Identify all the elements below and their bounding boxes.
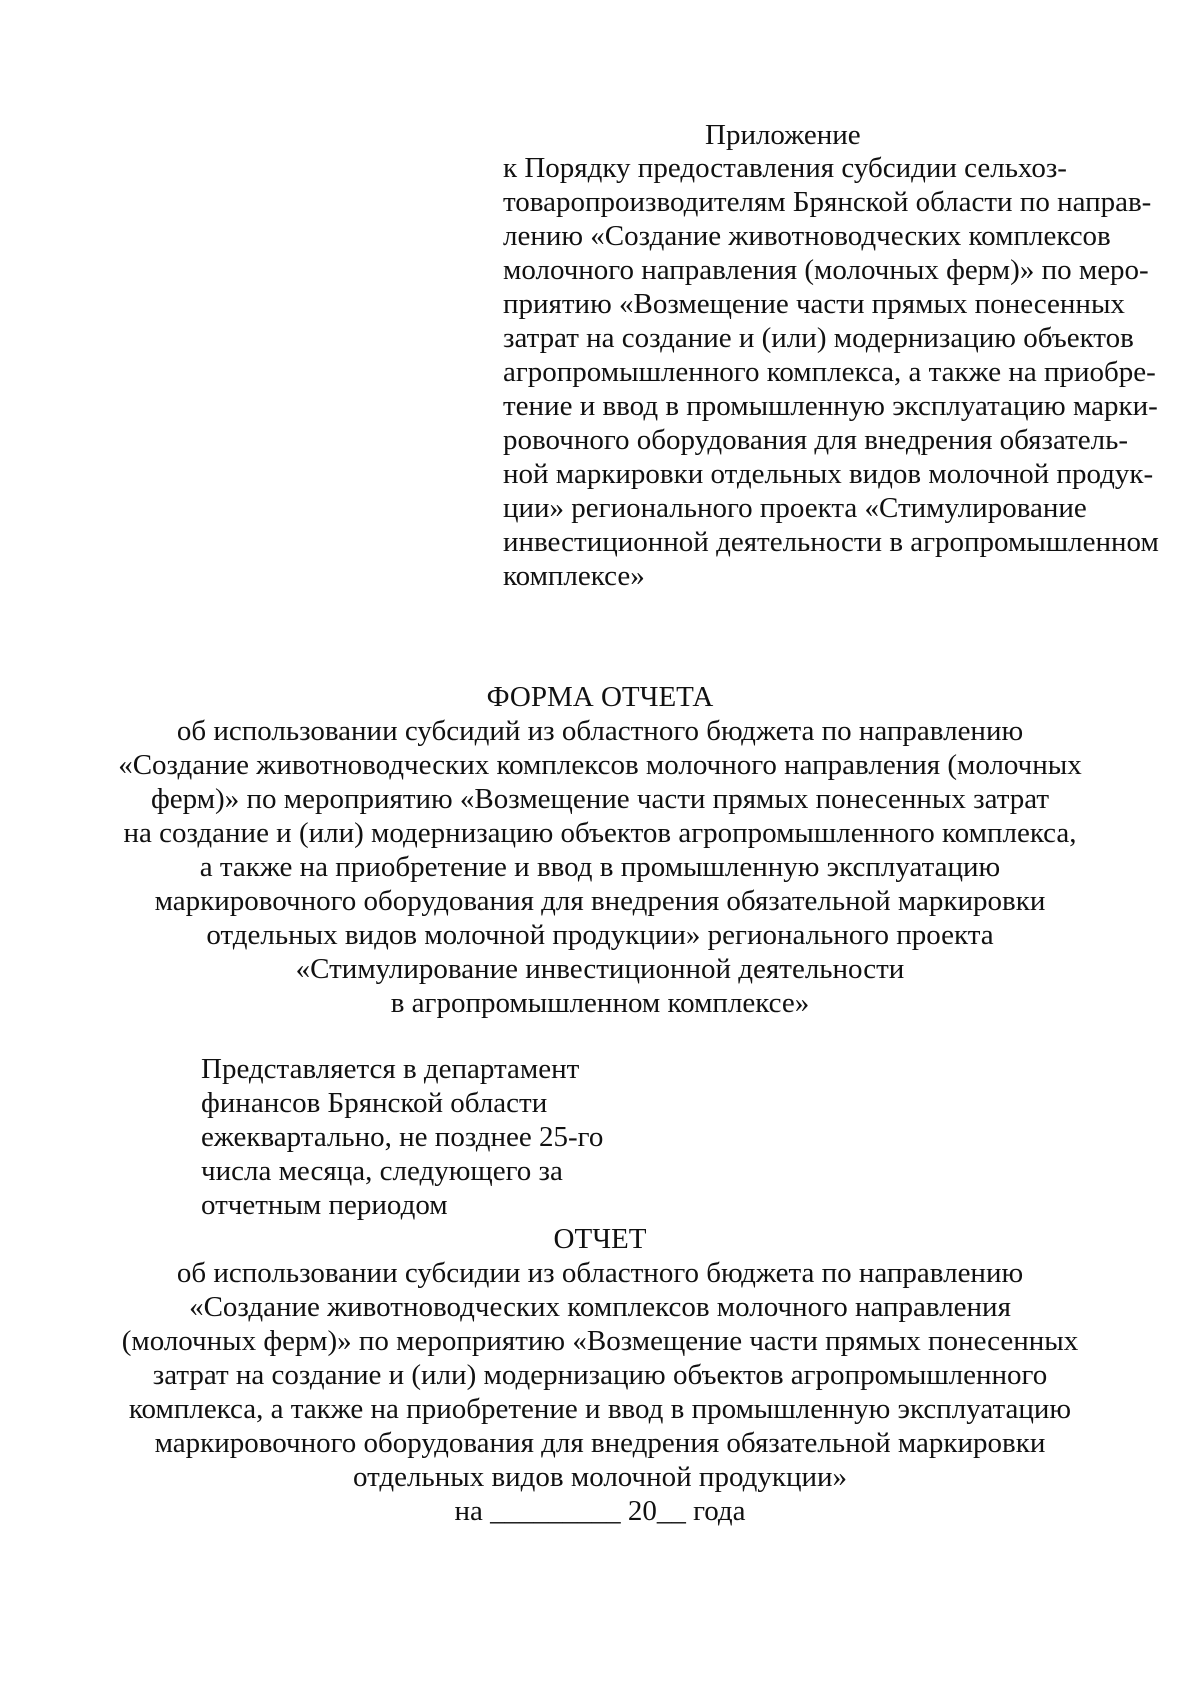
- form-line: «Создание животноводческих комплексов молочного направления (молочных: [118, 749, 1082, 781]
- appendix-line: комплексе»: [503, 560, 645, 592]
- submission-line: финансов Брянской области: [201, 1087, 548, 1119]
- appendix-line: молочного направления (молочных ферм)» по меро-: [503, 254, 1149, 286]
- report-line: (молочных ферм)» по мероприятию «Возмещение части прямых понесенных: [121, 1325, 1079, 1357]
- form-line: отдельных видов молочной продукции» регионального проекта: [206, 919, 994, 951]
- form-line: на создание и (или) модернизацию объектов агропромышленного комплекса,: [123, 817, 1077, 849]
- appendix-line: товаропроизводителям Брянской области по направ-: [503, 186, 1152, 218]
- appendix-line: к Порядку предоставления субсидии сельхоз-: [503, 152, 1067, 184]
- appendix-line: тение и ввод в промышленную эксплуатацию марки-: [503, 390, 1158, 422]
- form-line: а также на приобретение и ввод в промышленную эксплуатацию: [199, 851, 1001, 883]
- appendix-heading: Приложение: [705, 119, 861, 151]
- appendix-line: агропромышленного комплекса, а также на приобре-: [503, 356, 1156, 388]
- report-title: ОТЧЕТ: [553, 1223, 647, 1255]
- appendix-line: ровочного оборудования для внедрения обязатель-: [503, 424, 1129, 456]
- appendix-line: инвестиционной деятельности в агропромышленном: [503, 526, 1159, 558]
- form-line: ферм)» по мероприятию «Возмещение части прямых понесенных затрат: [150, 783, 1050, 815]
- appendix-line: ной маркировки отдельных видов молочной продук-: [503, 458, 1154, 490]
- submission-line: числа месяца, следующего за: [201, 1155, 563, 1187]
- form-line: маркировочного оборудования для внедрения обязательной маркировки: [154, 885, 1046, 917]
- report-line: комплекса, а также на приобретение и ввод в промышленную эксплуатацию: [128, 1393, 1072, 1425]
- report-line: отдельных видов молочной продукции»: [352, 1461, 848, 1493]
- submission-line: Представляется в департамент: [201, 1053, 580, 1085]
- report-line: «Создание животноводческих комплексов молочного направления: [189, 1291, 1011, 1323]
- submission-line: отчетным периодом: [201, 1189, 448, 1221]
- appendix-line: затрат на создание и (или) модернизацию объектов: [503, 322, 1134, 354]
- report-line: маркировочного оборудования для внедрения обязательной маркировки: [154, 1427, 1046, 1459]
- appendix-line: лению «Создание животноводческих комплексов: [503, 220, 1111, 252]
- form-line: в агропромышленном комплексе»: [390, 987, 810, 1019]
- report-date-line: на _________ 20__ года: [454, 1495, 746, 1527]
- form-line: об использовании субсидий из областного бюджета по направлению: [176, 715, 1024, 747]
- form-title: ФОРМА ОТЧЕТА: [486, 681, 714, 713]
- appendix-line: приятию «Возмещение части прямых понесенных: [503, 288, 1125, 320]
- report-line: затрат на создание и (или) модернизацию объектов агропромышленного: [152, 1359, 1048, 1391]
- form-line: «Стимулирование инвестиционной деятельности: [295, 953, 905, 985]
- report-line: об использовании субсидии из областного бюджета по направлению: [176, 1257, 1024, 1289]
- appendix-line: ции» регионального проекта «Стимулирование: [503, 492, 1087, 524]
- submission-line: ежеквартально, не позднее 25-го: [201, 1121, 604, 1153]
